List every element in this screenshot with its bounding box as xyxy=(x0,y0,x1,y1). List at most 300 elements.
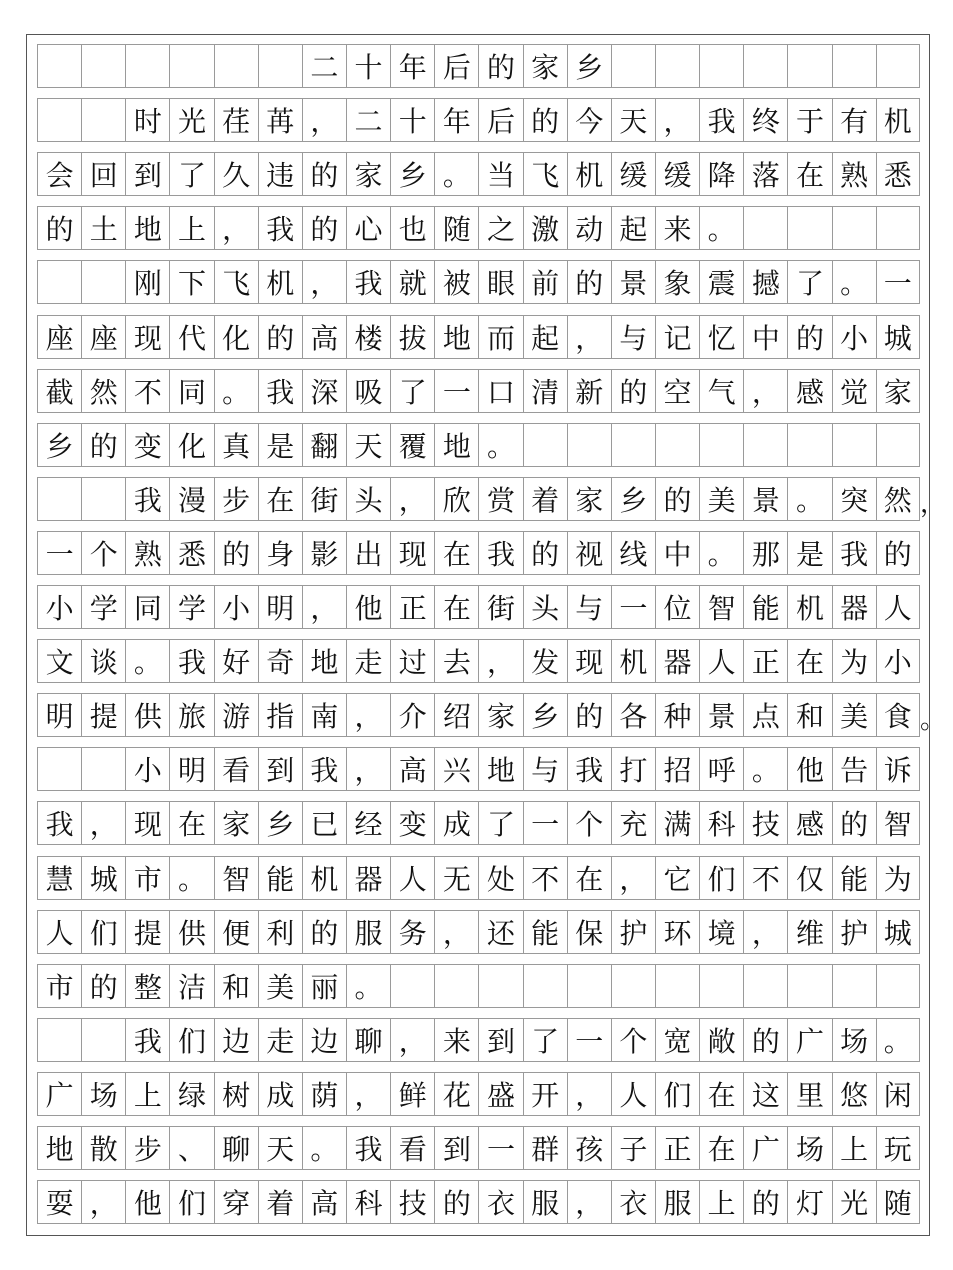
grid-cell: ， xyxy=(346,747,390,791)
grid-cell: 宽 xyxy=(655,1018,699,1062)
grid-cell xyxy=(81,44,125,88)
grid-cell: ， xyxy=(81,801,125,845)
grid-cell: 清 xyxy=(523,369,567,413)
grid-cell: 到 xyxy=(478,1018,522,1062)
grid-cell: 我 xyxy=(346,260,390,304)
grid-cell: 被 xyxy=(434,260,478,304)
grid-cell: 的 xyxy=(787,315,831,359)
grid-cell: 一 xyxy=(567,1018,611,1062)
grid-cell: 的 xyxy=(302,152,346,196)
grid-cell: 地 xyxy=(37,1126,81,1170)
grid-cell: 心 xyxy=(346,206,390,250)
grid-cell: ， xyxy=(214,206,258,250)
grid-cell: 街 xyxy=(302,477,346,521)
grid-cell: 他 xyxy=(787,747,831,791)
grid-cell xyxy=(567,964,611,1008)
grid-cell: 花 xyxy=(434,1072,478,1116)
grid-cell xyxy=(523,964,567,1008)
grid-cell: 正 xyxy=(390,585,434,629)
grid-cell: 提 xyxy=(81,693,125,737)
grid-cell: 在 xyxy=(434,585,478,629)
grid-cell: 小 xyxy=(876,639,920,683)
grid-cell: 服 xyxy=(523,1180,567,1224)
grid-cell: 在 xyxy=(699,1072,743,1116)
grid-cell xyxy=(743,44,787,88)
grid-cell: 化 xyxy=(169,423,213,467)
grid-row xyxy=(37,260,920,304)
grid-cell: 久 xyxy=(214,152,258,196)
grid-cell: 边 xyxy=(302,1018,346,1062)
grid-cell: 经 xyxy=(346,801,390,845)
title-row xyxy=(37,44,920,88)
grid-cell: 的 xyxy=(81,423,125,467)
grid-cell: 慧 xyxy=(37,856,81,900)
grid-cell: 上 xyxy=(169,206,213,250)
grid-cell: 着 xyxy=(523,477,567,521)
grid-cell: ， xyxy=(390,477,434,521)
grid-cell: 感 xyxy=(787,369,831,413)
grid-cell: 年 xyxy=(434,98,478,142)
grid-cell: 在 xyxy=(169,801,213,845)
grid-cell xyxy=(876,44,920,88)
grid-cell: 学 xyxy=(169,585,213,629)
grid-cell xyxy=(655,964,699,1008)
grid-cell xyxy=(655,44,699,88)
grid-cell: 头 xyxy=(523,585,567,629)
grid-cell xyxy=(37,260,81,304)
grid-cell: 。 xyxy=(743,747,787,791)
grid-cell: 的 xyxy=(832,801,876,845)
grid-cell: 诉 xyxy=(876,747,920,791)
grid-cell: 我 xyxy=(832,531,876,575)
grid-cell: 边 xyxy=(214,1018,258,1062)
grid-row xyxy=(37,639,920,683)
grid-cell: 的 xyxy=(876,531,920,575)
grid-cell: 机 xyxy=(787,585,831,629)
grid-cell: 美 xyxy=(258,964,302,1008)
grid-cell: ， xyxy=(743,369,787,413)
grid-cell: 荫 xyxy=(302,1072,346,1116)
grid-cell: 现 xyxy=(390,531,434,575)
grid-row xyxy=(37,801,920,845)
grid-cell: 十 xyxy=(346,44,390,88)
grid-cell: 机 xyxy=(302,856,346,900)
grid-cell: 点 xyxy=(743,693,787,737)
grid-row xyxy=(37,910,920,954)
grid-cell: 欣 xyxy=(434,477,478,521)
grid-cell: 聊 xyxy=(214,1126,258,1170)
grid-cell: 学 xyxy=(81,585,125,629)
grid-cell: 影 xyxy=(302,531,346,575)
grid-cell: 一 xyxy=(876,260,920,304)
grid-cell: 的 xyxy=(37,206,81,250)
grid-cell: 了 xyxy=(523,1018,567,1062)
grid-cell xyxy=(37,98,81,142)
grid-row xyxy=(37,206,920,250)
grid-cell: 人 xyxy=(390,856,434,900)
grid-cell: 。 xyxy=(214,369,258,413)
grid-cell: 美 xyxy=(832,693,876,737)
grid-cell: 荏 xyxy=(214,98,258,142)
grid-cell xyxy=(37,44,81,88)
grid-cell: 衣 xyxy=(611,1180,655,1224)
grid-cell: 回 xyxy=(81,152,125,196)
grid-cell: 起 xyxy=(523,315,567,359)
grid-cell: 护 xyxy=(832,910,876,954)
grid-cell: 成 xyxy=(258,1072,302,1116)
grid-cell: 线 xyxy=(611,531,655,575)
grid-cell: 的 xyxy=(743,1018,787,1062)
grid-cell: 。 xyxy=(832,260,876,304)
grid-cell: 充 xyxy=(611,801,655,845)
grid-cell xyxy=(743,206,787,250)
grid-cell: 便 xyxy=(214,910,258,954)
grid-row xyxy=(37,477,920,521)
grid-cell: 种 xyxy=(655,693,699,737)
grid-cell: 降 xyxy=(699,152,743,196)
grid-row xyxy=(37,531,920,575)
grid-cell: 。 xyxy=(787,477,831,521)
grid-cell: 中 xyxy=(655,531,699,575)
grid-cell: 招 xyxy=(655,747,699,791)
grid-cell: 我 xyxy=(346,1126,390,1170)
grid-cell: 中 xyxy=(743,315,787,359)
grid-cell: 缓 xyxy=(655,152,699,196)
grid-row xyxy=(37,1018,920,1062)
grid-cell: 整 xyxy=(125,964,169,1008)
grid-cell: 广 xyxy=(787,1018,831,1062)
grid-cell: 不 xyxy=(743,856,787,900)
grid-cell: 介 xyxy=(390,693,434,737)
grid-cell: 就 xyxy=(390,260,434,304)
grid-cell: 境 xyxy=(699,910,743,954)
grid-cell: 们 xyxy=(81,910,125,954)
grid-cell: 场 xyxy=(81,1072,125,1116)
grid-cell: 而 xyxy=(478,315,522,359)
grid-cell xyxy=(81,477,125,521)
grid-cell: 还 xyxy=(478,910,522,954)
grid-cell: 震 xyxy=(699,260,743,304)
grid-cell: 时 xyxy=(125,98,169,142)
grid-cell: ， xyxy=(567,315,611,359)
grid-cell: 我 xyxy=(302,747,346,791)
grid-cell: 乡 xyxy=(567,44,611,88)
grid-cell: 乡 xyxy=(523,693,567,737)
grid-cell: 飞 xyxy=(523,152,567,196)
grid-cell: 他 xyxy=(346,585,390,629)
grid-cell: 个 xyxy=(81,531,125,575)
grid-cell: 街 xyxy=(478,585,522,629)
grid-cell: 上 xyxy=(832,1126,876,1170)
grid-cell: 科 xyxy=(346,1180,390,1224)
grid-cell: 、 xyxy=(169,1126,213,1170)
grid-cell xyxy=(787,44,831,88)
grid-cell: 头 xyxy=(346,477,390,521)
grid-cell: 真 xyxy=(214,423,258,467)
grid-cell: 高 xyxy=(390,747,434,791)
grid-row xyxy=(37,1072,920,1116)
grid-row xyxy=(37,856,920,900)
grid-cell: 缓 xyxy=(611,152,655,196)
grid-cell: 利 xyxy=(258,910,302,954)
grid-cell: 的 xyxy=(743,1180,787,1224)
grid-cell: 赏 xyxy=(478,477,522,521)
grid-cell xyxy=(81,747,125,791)
grid-cell xyxy=(699,423,743,467)
grid-cell: 小 xyxy=(832,315,876,359)
grid-cell: 同 xyxy=(125,585,169,629)
grid-cell: 子 xyxy=(611,1126,655,1170)
grid-cell xyxy=(81,260,125,304)
grid-cell: 景 xyxy=(743,477,787,521)
grid-cell: 了 xyxy=(390,369,434,413)
grid-cell: 景 xyxy=(611,260,655,304)
grid-cell: 二 xyxy=(302,44,346,88)
grid-cell: 起 xyxy=(611,206,655,250)
grid-cell: 在 xyxy=(699,1126,743,1170)
grid-cell xyxy=(787,964,831,1008)
grid-cell: 一 xyxy=(478,1126,522,1170)
grid-cell: 身 xyxy=(258,531,302,575)
grid-cell: 漫 xyxy=(169,477,213,521)
grid-cell xyxy=(523,423,567,467)
grid-cell: 地 xyxy=(434,423,478,467)
grid-cell: 有 xyxy=(832,98,876,142)
grid-cell: 来 xyxy=(655,206,699,250)
grid-cell: 机 xyxy=(258,260,302,304)
grid-cell: 化 xyxy=(214,315,258,359)
grid-row xyxy=(37,585,920,629)
grid-cell: 城 xyxy=(81,856,125,900)
grid-row xyxy=(37,423,920,467)
grid-cell: 突 xyxy=(832,477,876,521)
grid-cell: 技 xyxy=(390,1180,434,1224)
grid-cell: 地 xyxy=(125,206,169,250)
grid-cell: 现 xyxy=(125,801,169,845)
grid-cell: 他 xyxy=(125,1180,169,1224)
grid-cell: 明 xyxy=(37,693,81,737)
grid-cell: 记 xyxy=(655,315,699,359)
grid-cell: 年 xyxy=(390,44,434,88)
grid-cell: 下 xyxy=(169,260,213,304)
grid-cell: 今 xyxy=(567,98,611,142)
grid-cell: 上 xyxy=(699,1180,743,1224)
grid-cell: 之 xyxy=(478,206,522,250)
grid-row xyxy=(37,315,920,359)
grid-cell: 刚 xyxy=(125,260,169,304)
grid-cell xyxy=(37,477,81,521)
grid-cell: 悠 xyxy=(832,1072,876,1116)
grid-cell: 然 xyxy=(876,477,920,521)
grid-row xyxy=(37,693,920,737)
grid-cell xyxy=(787,206,831,250)
grid-cell xyxy=(832,206,876,250)
grid-cell: 服 xyxy=(346,910,390,954)
grid-cell: 保 xyxy=(567,910,611,954)
grid-cell: 人 xyxy=(699,639,743,683)
grid-cell: 的 xyxy=(302,206,346,250)
grid-cell: 的 xyxy=(655,477,699,521)
grid-cell xyxy=(258,44,302,88)
grid-cell: ， xyxy=(655,98,699,142)
grid-cell: ， xyxy=(302,585,346,629)
grid-cell: 的 xyxy=(567,260,611,304)
grid-cell: 城 xyxy=(876,910,920,954)
grid-cell: 绍 xyxy=(434,693,478,737)
grid-cell: ， xyxy=(478,639,522,683)
grid-cell: 的 xyxy=(567,693,611,737)
grid-cell: 了 xyxy=(478,801,522,845)
grid-cell: 的 xyxy=(523,531,567,575)
grid-cell: 的 xyxy=(523,98,567,142)
grid-cell: 机 xyxy=(876,98,920,142)
grid-cell: 动 xyxy=(567,206,611,250)
grid-cell: 不 xyxy=(125,369,169,413)
grid-cell: 个 xyxy=(567,801,611,845)
grid-cell: 走 xyxy=(258,1018,302,1062)
grid-cell: 覆 xyxy=(390,423,434,467)
grid-cell: 当 xyxy=(478,152,522,196)
grid-cell: 灯 xyxy=(787,1180,831,1224)
grid-cell: 它 xyxy=(655,856,699,900)
grid-cell: 过 xyxy=(390,639,434,683)
grid-cell: 一 xyxy=(523,801,567,845)
grid-cell: 悉 xyxy=(876,152,920,196)
grid-cell: 景 xyxy=(699,693,743,737)
grid-cell: 满 xyxy=(655,801,699,845)
grid-row xyxy=(37,964,920,1008)
grid-cell: 了 xyxy=(787,260,831,304)
grid-cell: 和 xyxy=(787,693,831,737)
grid-cell: 个 xyxy=(611,1018,655,1062)
grid-row xyxy=(37,1180,920,1224)
grid-cell: 孩 xyxy=(567,1126,611,1170)
grid-cell: 高 xyxy=(302,315,346,359)
grid-cell: 小 xyxy=(37,585,81,629)
grid-cell: 代 xyxy=(169,315,213,359)
grid-cell: 。 xyxy=(876,1018,920,1062)
grid-cell: 。 xyxy=(125,639,169,683)
grid-cell: 正 xyxy=(655,1126,699,1170)
grid-cell: 家 xyxy=(346,152,390,196)
grid-cell: 楼 xyxy=(346,315,390,359)
grid-cell: 位 xyxy=(655,585,699,629)
grid-cell: ， xyxy=(302,260,346,304)
grid-cell: 到 xyxy=(258,747,302,791)
grid-cell: 城 xyxy=(876,315,920,359)
grid-cell: 人 xyxy=(611,1072,655,1116)
grid-cell: 我 xyxy=(125,477,169,521)
grid-cell: 们 xyxy=(169,1180,213,1224)
grid-cell: 天 xyxy=(258,1126,302,1170)
grid-cell: 那 xyxy=(743,531,787,575)
grid-cell: 变 xyxy=(390,801,434,845)
grid-cell: 眼 xyxy=(478,260,522,304)
grid-cell: 悉 xyxy=(169,531,213,575)
grid-cell: 明 xyxy=(169,747,213,791)
grid-cell: 乡 xyxy=(37,423,81,467)
grid-cell: 树 xyxy=(214,1072,258,1116)
grid-cell: 撼 xyxy=(743,260,787,304)
grid-cell: 的 xyxy=(214,531,258,575)
grid-cell: 文 xyxy=(37,639,81,683)
grid-cell: 乡 xyxy=(258,801,302,845)
grid-cell: 们 xyxy=(699,856,743,900)
grid-cell: 到 xyxy=(434,1126,478,1170)
grid-cell: 供 xyxy=(125,693,169,737)
grid-cell: 我 xyxy=(699,98,743,142)
grid-cell: 机 xyxy=(611,639,655,683)
grid-cell xyxy=(37,747,81,791)
grid-cell: 我 xyxy=(37,801,81,845)
grid-cell: 机 xyxy=(567,152,611,196)
grid-cell: 的 xyxy=(81,964,125,1008)
grid-cell: 穿 xyxy=(214,1180,258,1224)
grid-cell: 座 xyxy=(37,315,81,359)
grid-cell: 成 xyxy=(434,801,478,845)
grid-cell: 深 xyxy=(302,369,346,413)
grid-row xyxy=(37,369,920,413)
grid-cell: 能 xyxy=(832,856,876,900)
grid-cell: 乡 xyxy=(611,477,655,521)
grid-cell: 与 xyxy=(523,747,567,791)
grid-cell: 二 xyxy=(346,98,390,142)
grid-cell: 护 xyxy=(611,910,655,954)
grid-cell: 看 xyxy=(214,747,258,791)
grid-cell: 器 xyxy=(832,585,876,629)
grid-cell: 后 xyxy=(434,44,478,88)
grid-cell: ， xyxy=(302,98,346,142)
grid-cell xyxy=(832,423,876,467)
grid-row xyxy=(37,98,920,142)
grid-cell: 丽 xyxy=(302,964,346,1008)
grid-cell: 散 xyxy=(81,1126,125,1170)
grid-cell: 一 xyxy=(37,531,81,575)
grid-cell: 这 xyxy=(743,1072,787,1116)
grid-cell: 熟 xyxy=(832,152,876,196)
grid-cell: 玩 xyxy=(876,1126,920,1170)
grid-cell: 新 xyxy=(567,369,611,413)
grid-cell: 仅 xyxy=(787,856,831,900)
grid-cell xyxy=(611,964,655,1008)
grid-cell: 飞 xyxy=(214,260,258,304)
grid-cell: ， xyxy=(611,856,655,900)
grid-cell: ， xyxy=(390,1018,434,1062)
grid-cell: 步 xyxy=(125,1126,169,1170)
grid-row xyxy=(37,1126,920,1170)
grid-cell: 美 xyxy=(699,477,743,521)
grid-cell: ， xyxy=(434,910,478,954)
grid-cell xyxy=(743,964,787,1008)
grid-cell: ， xyxy=(346,1072,390,1116)
grid-cell xyxy=(655,423,699,467)
grid-cell: 务 xyxy=(390,910,434,954)
grid-cell: 苒 xyxy=(258,98,302,142)
grid-cell: 市 xyxy=(125,856,169,900)
grid-cell: 一 xyxy=(611,585,655,629)
grid-cell xyxy=(567,423,611,467)
grid-cell: 无 xyxy=(434,856,478,900)
grid-cell: 熟 xyxy=(125,531,169,575)
grid-cell: 的 xyxy=(478,44,522,88)
grid-cell: 的 xyxy=(258,315,302,359)
grid-cell: 提 xyxy=(125,910,169,954)
grid-cell xyxy=(390,964,434,1008)
grid-cell xyxy=(37,1018,81,1062)
grid-cell: 家 xyxy=(567,477,611,521)
grid-cell: 空 xyxy=(655,369,699,413)
grid-cell: 乡 xyxy=(390,152,434,196)
